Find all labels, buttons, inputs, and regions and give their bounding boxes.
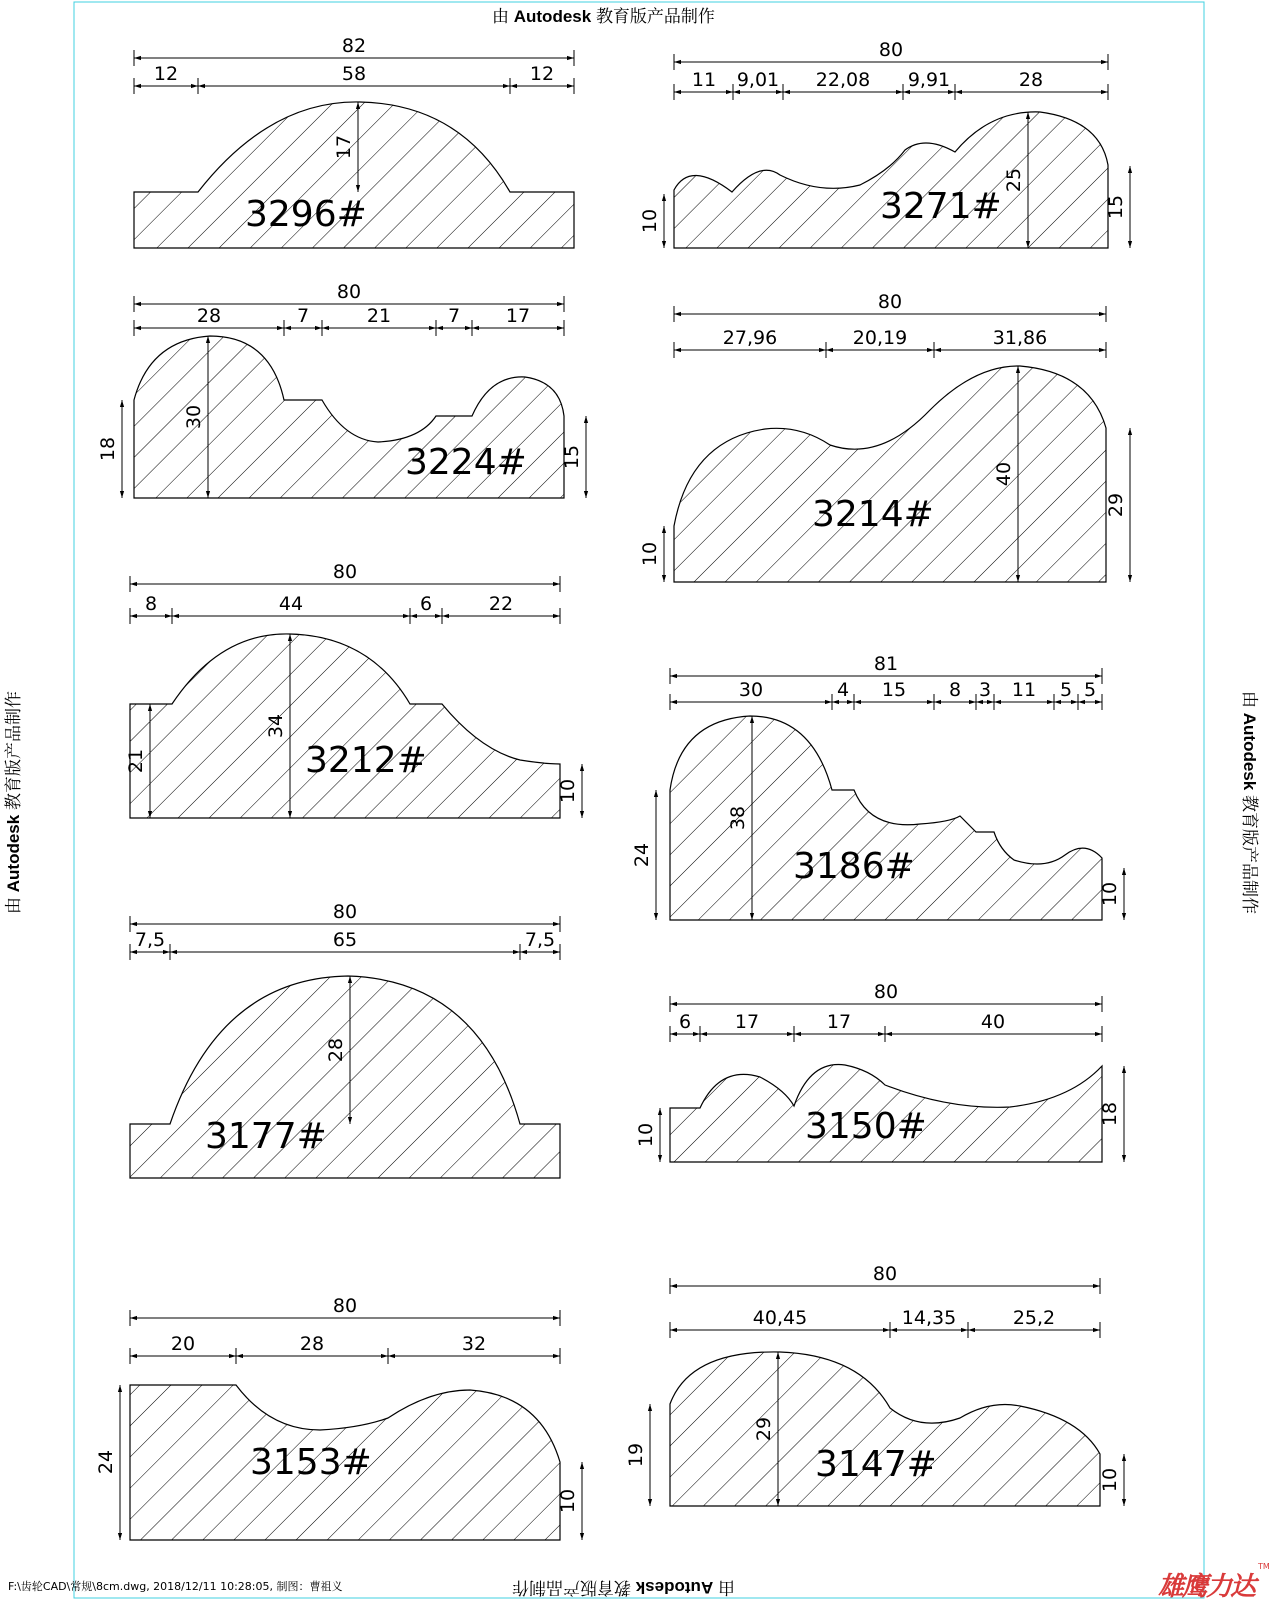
dimension-label: 6 xyxy=(419,593,433,615)
dimension-label: 30 xyxy=(738,679,764,701)
dimension-label: 40 xyxy=(980,1011,1006,1033)
dimension-label: 12 xyxy=(529,63,555,85)
dimension-label: 31,86 xyxy=(992,327,1048,349)
dimension-label: 80 xyxy=(332,1295,358,1317)
profile-3214-shape xyxy=(674,366,1106,582)
dimension-label: 18 xyxy=(97,436,119,462)
dimension-label: 80 xyxy=(872,1263,898,1285)
dimension-label: 3 xyxy=(978,679,992,701)
dimension-label: 80 xyxy=(332,561,358,583)
dimension-label: 21 xyxy=(125,748,147,774)
dimension-label: 28 xyxy=(196,305,222,327)
dimension-label: 15 xyxy=(561,444,583,470)
dimension-label: 7 xyxy=(447,305,461,327)
profile-number: 3177# xyxy=(205,1116,327,1157)
watermark-top: 由 Autodesk 教育版产品制作 xyxy=(492,7,715,26)
dimension-label: 80 xyxy=(877,291,903,313)
dimension-label: 24 xyxy=(631,842,653,868)
dimension-label: 10 xyxy=(635,1122,657,1148)
dimension-label: 80 xyxy=(332,901,358,923)
dimension-label: 15 xyxy=(881,679,907,701)
dimension-label: 18 xyxy=(1099,1101,1121,1127)
dimension-label: 28 xyxy=(325,1037,347,1063)
dimension-label: 20 xyxy=(170,1333,196,1355)
dimension-label: 30 xyxy=(183,404,205,430)
dimension-label: 21 xyxy=(366,305,392,327)
dimension-label: 15 xyxy=(1105,194,1127,220)
dimension-label: 10 xyxy=(1099,881,1121,907)
dimension-label: 9,01 xyxy=(736,69,780,91)
dimension-label: 17 xyxy=(734,1011,760,1033)
dimension-label: 29 xyxy=(753,1416,775,1442)
dimension-label: 29 xyxy=(1105,492,1127,518)
dimension-label: 17 xyxy=(505,305,531,327)
dimension-label: 7,5 xyxy=(524,929,556,951)
dimension-label: 17 xyxy=(826,1011,852,1033)
dimension-label: 80 xyxy=(336,281,362,303)
dimension-label: 25,2 xyxy=(1012,1307,1056,1329)
dimension-label: 27,96 xyxy=(722,327,778,349)
profile-number: 3296# xyxy=(245,194,367,235)
dimension-label: 28 xyxy=(1018,69,1044,91)
dimension-label: 7 xyxy=(296,305,310,327)
profile-number: 3212# xyxy=(305,740,427,781)
dimension-label: 14,35 xyxy=(901,1307,957,1329)
profile-3271-shape xyxy=(674,112,1108,248)
profile-number: 3224# xyxy=(405,442,527,483)
dimension-label: 58 xyxy=(341,63,367,85)
profile-3177-shape xyxy=(130,976,560,1178)
dimension-label: 22,08 xyxy=(815,69,871,91)
dimension-label: 8 xyxy=(144,593,158,615)
file-path-footer: F:\齿轮CAD\常规\8cm.dwg, 2018/12/11 10:28:05, 制图：曹祖义 xyxy=(8,1580,343,1593)
dimension-label: 5 xyxy=(1083,679,1097,701)
dimension-label: 82 xyxy=(341,35,367,57)
dimension-label: 11 xyxy=(691,69,717,91)
dimension-label: 19 xyxy=(625,1442,647,1468)
dimension-label: 7,5 xyxy=(134,929,166,951)
dimension-label: 24 xyxy=(95,1449,117,1475)
dimension-label: 20,19 xyxy=(852,327,908,349)
dimension-label: 11 xyxy=(1011,679,1037,701)
watermark-right: 由 Autodesk 教育版产品制作 xyxy=(1239,691,1259,914)
dimension-label: 65 xyxy=(332,929,358,951)
profile-shapes xyxy=(130,102,1108,1540)
dimension-label: 28 xyxy=(299,1333,325,1355)
dimension-label: 10 xyxy=(557,1488,579,1514)
profile-number: 3150# xyxy=(805,1106,927,1147)
dimension-label: 25 xyxy=(1003,167,1025,193)
dimension-label: 80 xyxy=(873,981,899,1003)
dimension-label: 32 xyxy=(461,1333,487,1355)
profile-number: 3186# xyxy=(793,846,915,887)
dimension-label: 6 xyxy=(678,1011,692,1033)
dimension-label: 81 xyxy=(873,653,899,675)
dimension-label: 17 xyxy=(333,134,355,160)
profile-number: 3147# xyxy=(815,1444,937,1485)
dimension-label: 34 xyxy=(265,713,287,739)
profile-number: 3153# xyxy=(250,1442,372,1483)
profile-3212-shape xyxy=(130,634,560,818)
dimension-label: 5 xyxy=(1059,679,1073,701)
watermark-left: 由 Autodesk 教育版产品制作 xyxy=(3,691,23,914)
dimension-label: 40 xyxy=(993,461,1015,487)
logo-text: 雄鹰力达 xyxy=(1158,1572,1255,1602)
dimension-label: 80 xyxy=(878,39,904,61)
dimension-label: 12 xyxy=(153,63,179,85)
dimension-label: 10 xyxy=(639,208,661,234)
brand-logo xyxy=(1158,1560,1268,1600)
dimension-label: 10 xyxy=(557,778,579,804)
dimension-label: 38 xyxy=(727,805,749,831)
dimension-label: 10 xyxy=(639,541,661,567)
dimension-label: 22 xyxy=(488,593,514,615)
dimension-label: 8 xyxy=(948,679,962,701)
watermark-bottom: 由 Autodesk 教育版产品制作 xyxy=(512,1578,735,1597)
dimension-label: 10 xyxy=(1099,1467,1121,1493)
dimension-label: 9,91 xyxy=(907,69,951,91)
profile-number: 3271# xyxy=(880,186,1002,227)
dimension-label: 44 xyxy=(278,593,304,615)
dimension-label: 4 xyxy=(836,679,850,701)
dimension-label: 40,45 xyxy=(752,1307,808,1329)
profile-number: 3214# xyxy=(812,494,934,535)
logo-trademark: TM xyxy=(1258,1562,1270,1571)
